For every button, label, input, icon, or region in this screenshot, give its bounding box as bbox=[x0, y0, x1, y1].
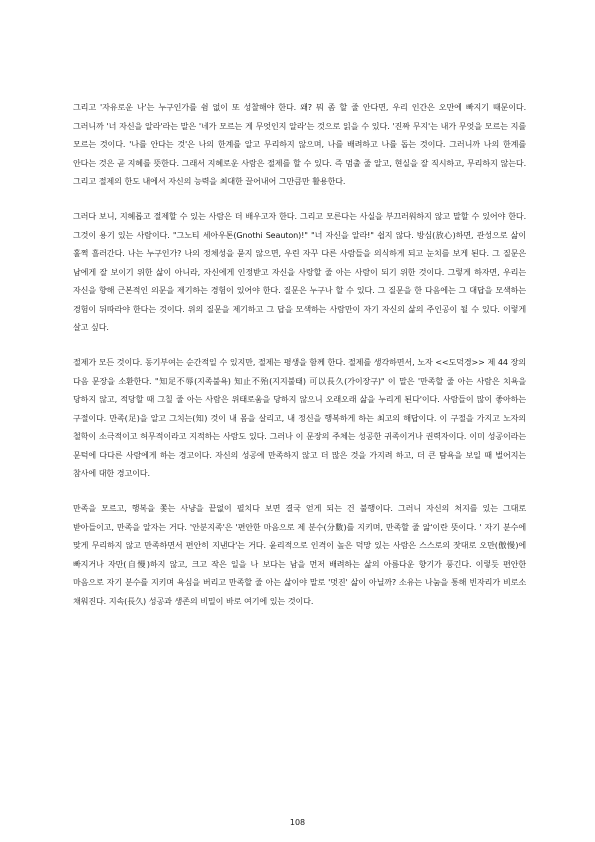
paragraph-3: 절제가 모든 것이다. 동기부여는 순간적일 수 있지만, 절제는 평생을 함께 한다. 절제를 생각하면서, 노자 <<도덕경>> 제 44 장의 다음 문장을 소환한다. "知足不辱(지족불욕) 知止不殆(지지불태) 可以長久(가이장구)" 이 말은 '만족할 줄 아는 사람은 치욕을 당하지 않고, 적당할 때 그칠 줄 아는 사람은 위태로움을 당하지 않으니 오래오래 삶을 누리게 된다'이다. 사람들이 많이 좋아하는 구절이다. 만족(足)을 알고 그치는(知) 것이 내 몸을 살리고, 내 정신을 행복하게 하는 최고의 해답이다. 이 구절을 가지고 노자의 철학이 소극적이고 허무적이라고 지적하는 사람도 있다. 그러나 이 문장의 주체는 성공한 귀족이거나 권력자이다. 이미 성공이라는 문턱에 다다른 사람에게 하는 경고이다. 자신의 성공에 만족하지 않고 더 많은 것을 가지려 하고, 더 큰 탐욕을 보일 때 벌어지는 참사에 대한 경고이다. bbox=[73, 357, 526, 478]
paragraph-2: 그러다 보니, 지혜롭고 절제할 수 있는 사람은 더 배우고자 한다. 그리고 모른다는 사실을 부끄러워하지 않고 말할 수 있어야 한다. 그것이 용기 있는 사람이다. "그노티 세아우톤(Gnothi Seauton)!" "너 자신을 알라!" 쉽지 않다. 방심(放心)하면, 관성으로 삶이 훌쩍 흘러간다. 나는 누구인가? 나의 정체성을 묻지 않으면, 우린 자꾸 다른 사람들을 의식하게 되고 눈치를 보게 된다. 그 질문은 남에게 잘 보이기 위한 삶이 아니라, 자신에게 인정받고 자신을 사랑할 줄 아는 사람이 되기 위한 것이다. 그렇게 하자면, 우리는 자신을 향해 근본적인 의문을 제기하는 경험이 있어야 한다. 질문은 누구나 할 수 있다. 그 질문을 한 다음에는 그 대답을 모색하는 경험이 뒤따라야 한다는 것이다. 위의 질문을 제기하고 그 답을 모색하는 사람만이 자기 자신의 삶의 주인공이 될 수 있다. 이렇게 살고 싶다. bbox=[73, 211, 526, 332]
page-number: 108 bbox=[289, 818, 306, 827]
paragraph-4: 만족을 모르고, 행복을 쫓는 사냥을 끝없이 펼치다 보면 결국 얻게 되는 건 불행이다. 그러니 자신의 처지를 있는 그대로 받아들이고, 만족을 알자는 거다. '안분지족'은 '편안한 마음으로 제 분수(分數)를 지키며, 만족할 줄 앎'이란 뜻이다. ' 자기 분수에 맞게 무리하지 않고 만족하면서 편안히 지낸다'는 거다. 윤리적으로 인격이 높은 덕망 있는 사람은 스스로의 잣대로 오만(傲慢)에 빠지거나 자만(自慢)하지 않고, 크고 작은 일을 나 보다는 남을 먼저 배려하는 삶의 아름다운 향기가 풍긴다. 이렇듯 편안한 마음으로 자기 분수를 지키며 욕심을 버리고 만족할 줄 아는 삶이야 말로 '멋진' 삶이 아닐까? 소유는 나눔을 통해 빈자리가 비로소 채워진다. 지속(長久) 성공과 생존의 비밀이 바로 여기에 있는 것이다. bbox=[73, 503, 526, 606]
paragraph-1: 그리고 '자유로운 나'는 누구인가를 쉼 없이 또 성찰해야 한다. 왜? 뭐 좀 할 줄 안다면, 우리 인간은 오만에 빠지기 때문이다. 그러니까 '너 자신을 알라'라는 말은 '네가 모르는 게 무엇인지 알라'는 것으로 읽을 수 있다. '진짜 무지'는 내가 무엇을 모르는 지를 모르는 것이다. '나를 안다는 것'은 나의 한계를 알고 무리하지 않으며, 나를 배려하고 나를 돕는 것이다. 그러니까 나의 한계를 안다는 것은 곧 지혜를 뜻한다. 그래서 지혜로운 사람은 절제를 할 수 있다. 즉 멈출 줄 알고, 현실을 잘 직시하고, 무리하지 않는다. 그리고 절제의 한도 내에서 자신의 능력을 최대한 끌어내어 그만큼만 활용한다. bbox=[73, 102, 526, 186]
body-text bbox=[73, 98, 526, 627]
